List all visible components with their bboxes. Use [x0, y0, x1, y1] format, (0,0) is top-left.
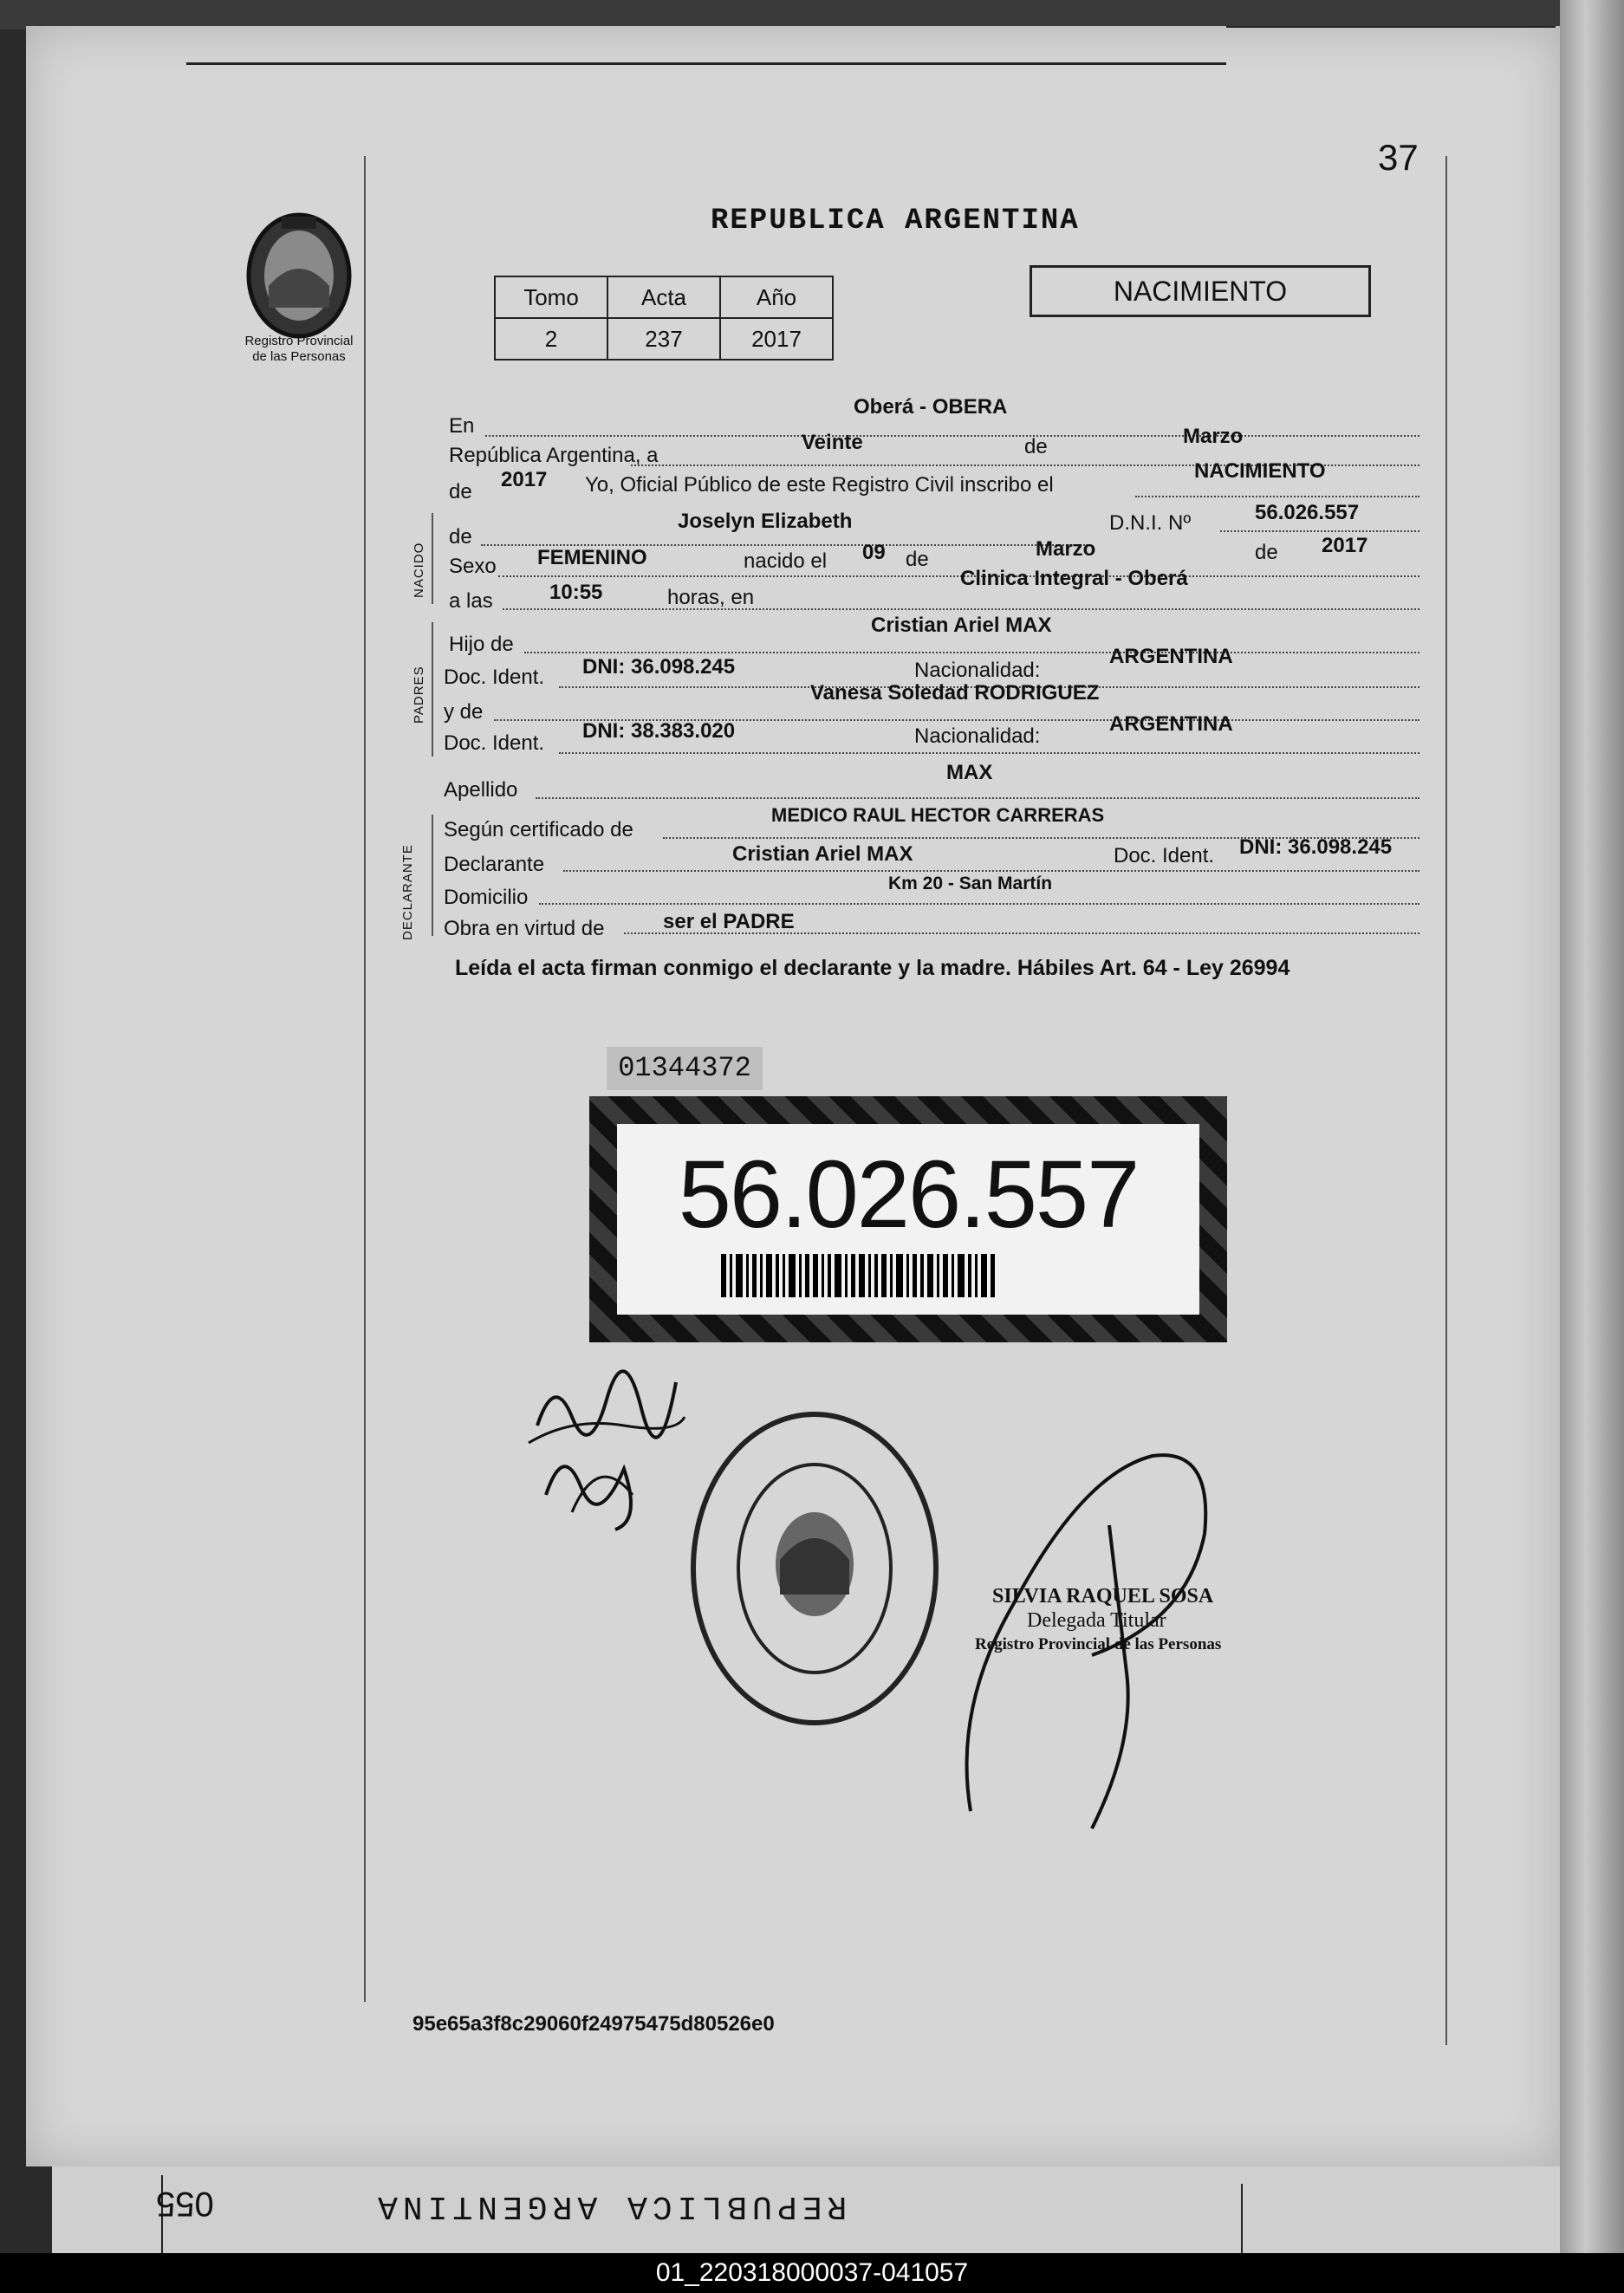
declarante-value: Cristian Ariel MAX: [732, 842, 913, 866]
nacionalidad-label-2: Nacionalidad:: [914, 724, 1041, 748]
country-title: REPUBLICA ARGENTINA: [711, 205, 1080, 237]
record-table-header: Año: [720, 276, 833, 318]
declarante-section-label: DECLARANTE: [400, 844, 415, 940]
closing-text: Leída el acta firman conmigo el declarante y la madre. Hábiles Art. 64 - Ley 26994: [455, 956, 1290, 980]
nacido-section-label: NACIDO: [412, 542, 426, 598]
father-name-value: Cristian Ariel MAX: [871, 614, 1052, 637]
record-table-value: 2: [495, 318, 607, 360]
dni-sticker-number: 56.026.557: [678, 1141, 1139, 1248]
section-bracket: [432, 815, 433, 936]
dotted-line: [559, 750, 1419, 754]
mother-doc-value: DNI: 38.383.020: [582, 719, 736, 743]
oficial-text: Yo, Oficial Público de este Registro Civil inscribo el: [585, 473, 1054, 497]
doc-ident-label: Doc. Ident.: [444, 666, 545, 689]
registry-caption-line-1: Registro Provincial: [244, 334, 354, 348]
official-role: Delegada Titular: [1027, 1609, 1166, 1632]
sexo-value: FEMENINO: [537, 546, 647, 569]
record-table-value-row: [495, 318, 833, 360]
dotted-line: [563, 868, 1419, 872]
city-value: Oberá - OBERA: [854, 395, 1008, 419]
father-doc-value: DNI: 36.098.245: [582, 655, 736, 679]
dotted-line: [1135, 494, 1419, 497]
scan-right-edge: [1560, 0, 1624, 2253]
father-nationality-value: ARGENTINA: [1109, 645, 1233, 668]
next-page-margin-rule-right: [1241, 2184, 1243, 2253]
en-label: En: [449, 414, 475, 438]
dotted-line: [503, 607, 1419, 610]
apellido-label: Apellido: [444, 778, 518, 802]
dotted-line: [539, 901, 1419, 905]
serial-label: 01344372: [607, 1047, 763, 1090]
padres-section-label: PADRES: [412, 666, 426, 724]
record-table-header-row: [495, 276, 833, 318]
document-hash: 95e65a3f8c29060f24975475d80526e0: [412, 2012, 775, 2036]
birth-year-value: 2017: [1322, 534, 1368, 557]
official-office: Registro Provincial de las Personas: [975, 1635, 1222, 1653]
hijo-de-label: Hijo de: [449, 633, 514, 656]
de-label: de: [1024, 435, 1048, 458]
dotted-line: [485, 433, 1419, 437]
dotted-line: [536, 796, 1419, 799]
left-margin-rule: [364, 156, 366, 2002]
declarante-label: Declarante: [444, 853, 545, 876]
barcode: [721, 1254, 1094, 1297]
registry-caption-line-2: de las Personas: [252, 349, 346, 364]
a-las-label: a las: [449, 589, 493, 613]
year-value: 2017: [501, 468, 548, 491]
de-label-3: de: [1255, 541, 1278, 564]
apellido-value: MAX: [946, 761, 993, 784]
right-margin-rule: [1445, 156, 1447, 2045]
child-name-value: Joselyn Elizabeth: [678, 510, 853, 533]
birth-month-value: Marzo: [1036, 537, 1096, 561]
scan-top-edge: [0, 0, 1624, 29]
record-table-header: Acta: [607, 276, 720, 318]
next-page-number: 055: [156, 2185, 214, 2223]
birth-day-value: 09: [862, 541, 886, 564]
official-name: SILVIA RAQUEL SOSA: [992, 1585, 1214, 1608]
day-value: Veinte: [802, 431, 863, 454]
y-de-label: y de: [444, 700, 484, 724]
record-table-value: 2017: [720, 318, 833, 360]
mother-nationality-value: ARGENTINA: [1109, 712, 1233, 736]
dotted-line: [524, 650, 1419, 653]
section-bracket: [432, 513, 433, 604]
declarant-signatures-icon: [520, 1365, 693, 1538]
obra-value: ser el PADRE: [663, 910, 795, 933]
dni-sticker-panel: [617, 1124, 1199, 1315]
republica-label: República Argentina, a: [449, 444, 659, 467]
mother-name-value: Vanesa Soledad RODRIGUEZ: [810, 681, 1100, 705]
sexo-label: Sexo: [449, 555, 497, 578]
registry-caption: [217, 334, 381, 365]
dni-label: D.N.I. Nº: [1109, 511, 1192, 535]
certificado-label: Según certificado de: [444, 818, 633, 841]
dotted-line: [498, 574, 1419, 577]
time-value: 10:55: [549, 581, 603, 604]
declarante-doc-value: DNI: 36.098.245: [1239, 835, 1393, 859]
official-signature-block: [975, 1584, 1221, 1657]
record-type-box: NACIMIENTO: [1030, 265, 1371, 317]
horas-en-label: horas, en: [667, 586, 755, 609]
record-table-header: Tomo: [495, 276, 607, 318]
top-binding-line-right: [1226, 26, 1556, 28]
year-prefix-label: de: [449, 480, 472, 503]
page-number: 37: [1378, 137, 1419, 178]
month-value: Marzo: [1183, 425, 1244, 448]
child-dni-value: 56.026.557: [1255, 501, 1360, 524]
record-table: [494, 276, 834, 361]
nacido-el-label: nacido el: [744, 549, 828, 573]
section-bracket: [432, 622, 433, 757]
nacionalidad-label: Nacionalidad:: [914, 659, 1041, 682]
obra-label: Obra en virtud de: [444, 917, 605, 940]
domicilio-value: Km 20 - San Martín: [888, 874, 1053, 893]
provincial-coat-of-arms-icon: [234, 199, 364, 347]
image-caption: 01_220318000037-041057: [0, 2253, 1624, 2293]
top-binding-line: [186, 62, 1226, 65]
domicilio-label: Domicilio: [444, 886, 529, 909]
name-label: de: [449, 525, 472, 549]
birth-place-value: Clinica Integral - Oberá: [960, 567, 1188, 590]
doc-ident-label-3: Doc. Ident.: [1114, 844, 1215, 867]
certificado-value: MEDICO RAUL HECTOR CARRERAS: [771, 804, 1105, 826]
record-table-value: 237: [607, 318, 720, 360]
dni-sticker: [589, 1096, 1227, 1342]
de-label-2: de: [906, 548, 929, 571]
official-round-stamp-icon: [685, 1404, 945, 1733]
inscribe-value: NACIMIENTO: [1194, 459, 1326, 483]
doc-ident-label-2: Doc. Ident.: [444, 731, 545, 755]
dotted-line: [1220, 529, 1419, 532]
next-page-country-title: REPUBLICA ARGENTINA: [373, 2187, 848, 2225]
dotted-line: [624, 931, 1419, 934]
